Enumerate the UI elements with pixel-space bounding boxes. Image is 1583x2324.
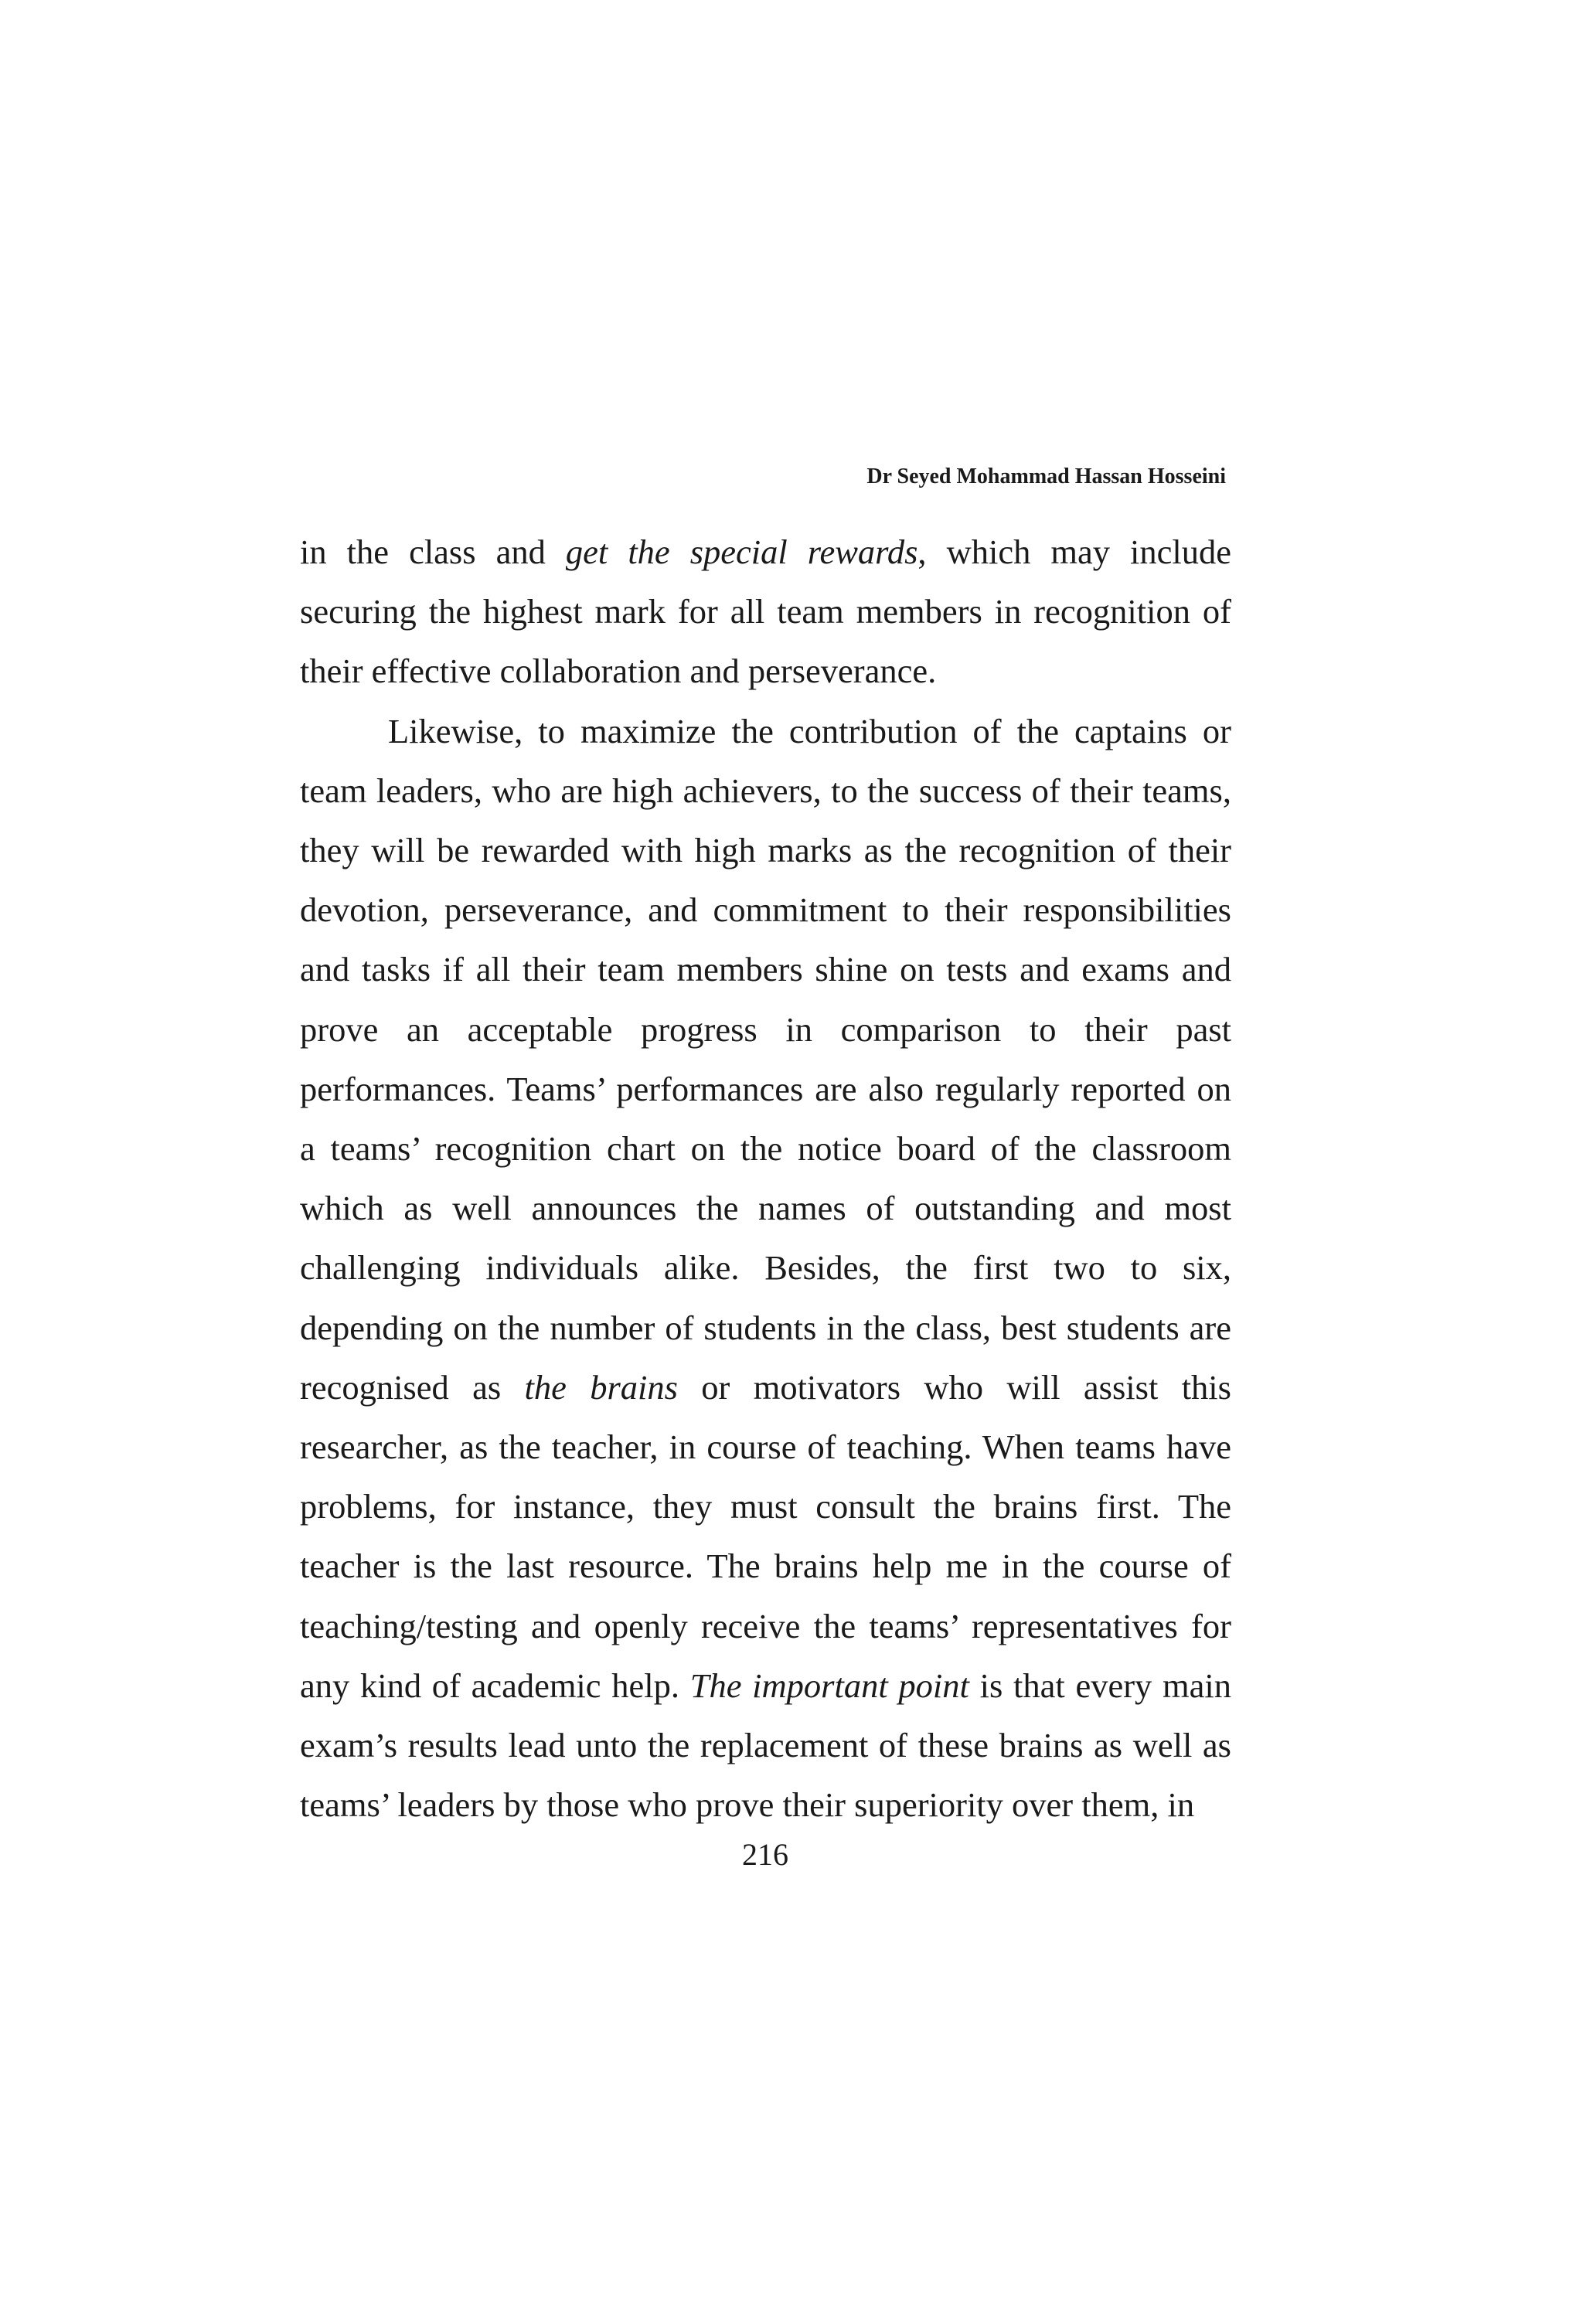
running-head: Dr Seyed Mohammad Hassan Hosseini bbox=[866, 464, 1226, 488]
emphasis-text: get the special rewards bbox=[565, 533, 918, 571]
paragraph-text: , which may include securing the highest mark for all team members in recognition of their effective collaboration and perseverance. bbox=[300, 533, 1232, 691]
emphasis-text: the brains bbox=[524, 1367, 678, 1407]
page-number: 216 bbox=[742, 1837, 788, 1872]
paragraph-continued bbox=[300, 522, 1231, 702]
paragraph-text: or motivators who will assist this researcher, as the teacher, in course of teaching. When teams have problems, for instance, they must consult the brains first. The teacher is the last resource. The brains help me in the course of teaching/testing and openly receive the teams’ representatives for any kind of academic help. bbox=[300, 1367, 1231, 1705]
paragraph-text: Likewise, to maximize the contribution of the captains or team leaders, who are high achievers, to the success of their teams, they will be rewarded with high marks as the recognition of their devotion, perseverance, and commitment to their responsibilities and tasks if all their team members shine on tests and exams and prove an acceptable progress in comparison to their past performances. Teams’ performances are also regularly reported on a teams’ recognition chart on the notice board of the classroom which as well announces the names of outstanding and most challenging individuals alike. Besides, the first two to six, depending on the number of students in the class, best students are recognised as bbox=[300, 711, 1231, 1407]
emphasis-text: The important point bbox=[689, 1666, 969, 1705]
paragraph-likewise bbox=[300, 702, 1231, 1836]
paragraph-text: in the class and bbox=[300, 533, 566, 571]
body-text bbox=[300, 522, 1231, 1835]
paragraph-text: is that every main exam’s results lead unto the replacement of these brains as well as teams’ leaders by those who prove their superiority over them, in bbox=[300, 1666, 1231, 1825]
